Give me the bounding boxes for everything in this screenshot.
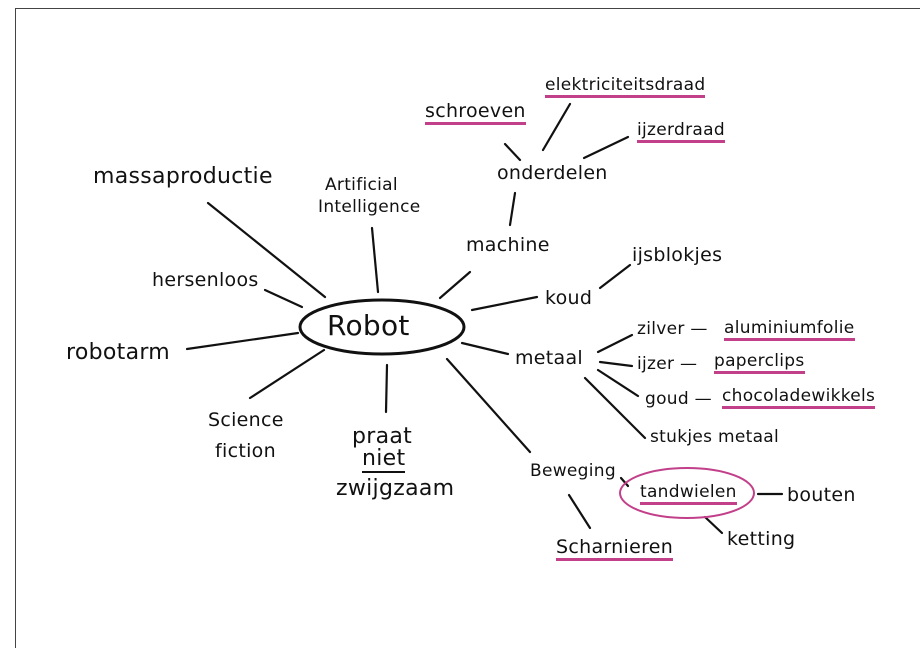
node-koud: koud [545, 287, 593, 309]
line-ijzerdraad [584, 137, 628, 158]
line-ijzer [600, 362, 632, 366]
node-praat: praat [352, 424, 413, 449]
node-ijzer: ijzer — [637, 354, 698, 374]
line-science [250, 350, 324, 398]
node-ijzerdraad: ijzerdraad [637, 122, 725, 143]
line-zilver [598, 335, 632, 352]
node-science-line2: fiction [215, 440, 276, 462]
line-goud [598, 370, 638, 396]
line-hersenloos [265, 290, 302, 307]
center-node: Robot [327, 309, 410, 342]
node-scharnieren: Scharnieren [556, 538, 673, 561]
node-stukjes-metaal: stukjes metaal [650, 427, 780, 447]
line-metaal [462, 343, 508, 354]
node-robotarm: robotarm [66, 340, 171, 365]
node-niet: niet [362, 446, 406, 471]
line-robotarm [187, 333, 298, 349]
node-metaal: metaal [515, 347, 584, 369]
node-massaproductie: massaproductie [93, 164, 273, 189]
line-machine [440, 272, 470, 298]
line-koud [472, 297, 537, 310]
node-aluminiumfolie: aluminiumfolie [724, 320, 855, 341]
node-beweging: Beweging [530, 461, 616, 481]
node-hersenloos: hersenloos [152, 269, 259, 291]
node-bouten: bouten [787, 484, 856, 506]
line-scharnieren [569, 495, 590, 528]
node-ijsblokjes: ijsblokjes [632, 244, 723, 266]
line-ketting [705, 517, 722, 533]
node-science-line1: Science [208, 409, 284, 431]
node-zwijgzaam: zwijgzaam [336, 476, 455, 501]
node-schroeven: schroeven [425, 102, 526, 125]
node-ai-line1: Artificial [325, 175, 398, 195]
line-beweging [447, 359, 530, 452]
line-ijsblokjes [600, 265, 630, 288]
node-chocoladewikkels: chocoladewikkels [722, 388, 875, 409]
node-paperclips: paperclips [714, 353, 805, 374]
node-goud: goud — [645, 389, 712, 409]
node-tandwielen: tandwielen [640, 484, 737, 505]
node-onderdelen: onderdelen [497, 162, 608, 184]
line-machine-onderdelen [510, 193, 515, 225]
line-schroeven [505, 144, 520, 160]
line-praat [386, 365, 387, 412]
node-elektriciteitsdraad: elektriciteitsdraad [545, 77, 705, 98]
node-machine: machine [466, 234, 550, 256]
node-ai-line2: Intelligence [318, 197, 421, 217]
node-zilver: zilver — [637, 319, 708, 339]
line-ai [372, 228, 378, 292]
node-ketting: ketting [727, 528, 796, 550]
line-stukjes [585, 378, 645, 438]
line-elektriciteitsdraad [543, 104, 570, 150]
